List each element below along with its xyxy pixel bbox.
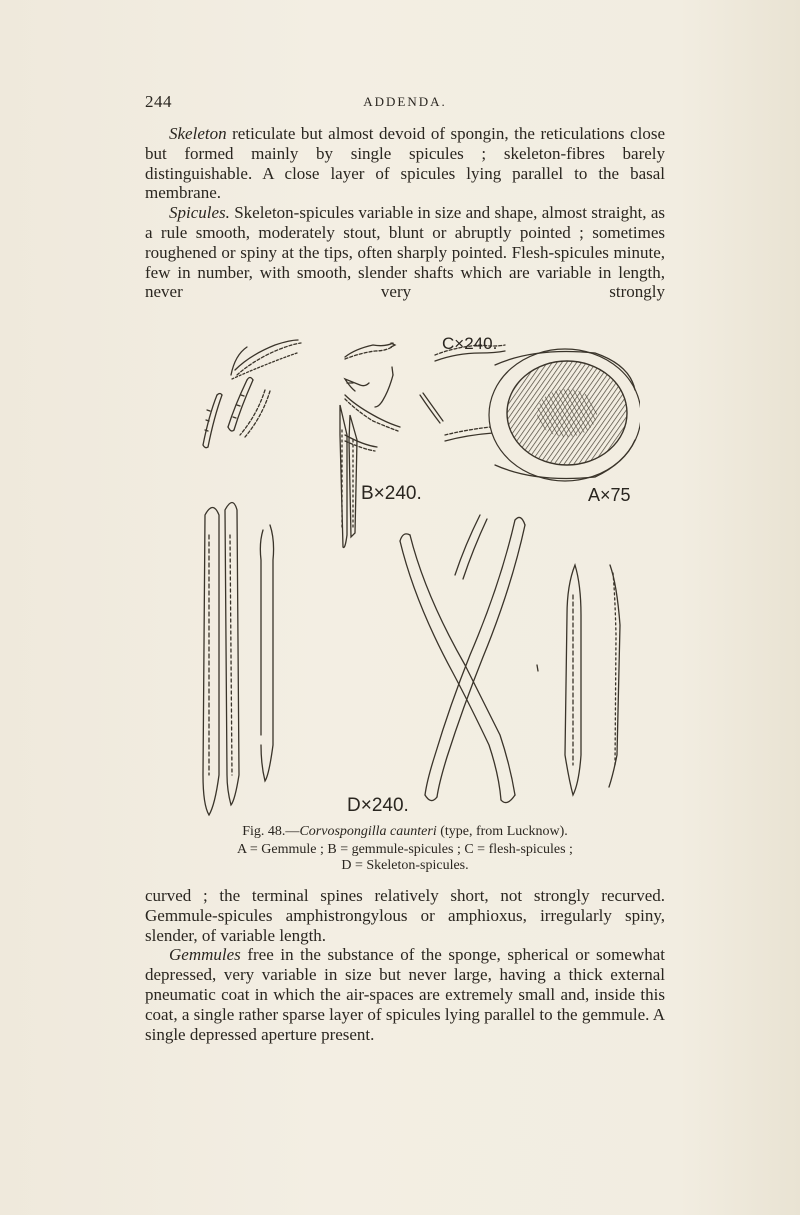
caption-taxon: Corvospongilla caunteri bbox=[299, 824, 437, 839]
label-c: C×240. bbox=[442, 334, 498, 353]
paragraph-skeleton bbox=[145, 124, 665, 203]
flesh-spicules-group bbox=[345, 343, 505, 451]
text-block-bottom bbox=[145, 886, 665, 1044]
paragraph-body: reticulate but almost devoid of spongin, the reticulations close but formed mainly by single spicules ; skeleton-fibres barely distinguishable. A close layer of spicules lying parallel to the basal membrane. bbox=[145, 124, 665, 203]
paragraph-lead: Spicules. bbox=[169, 203, 230, 223]
running-head: ADDENDA. bbox=[363, 94, 447, 109]
page-header bbox=[145, 92, 665, 116]
spicule-illustration bbox=[195, 335, 640, 818]
gemmule-spicules-group bbox=[203, 340, 357, 548]
figure-legend-line-1: A = Gemmule ; B = gemmule-spicules ; C = flesh-spicules ; bbox=[237, 842, 573, 857]
label-a: A×75 bbox=[588, 485, 631, 505]
paragraph-body: free in the substance of the sponge, spherical or somewhat depressed, very variable in size but never large, having a thick external pneumatic coat in which the air-spaces are extremely small and, inside this coat, a single rather sparse layer of spicules lying parallel to the gemmule. A single depressed aperture present. bbox=[145, 945, 665, 1044]
caption-suffix: (type, from Lucknow). bbox=[436, 824, 568, 839]
figure-legend-line-2: D = Skeleton-spicules. bbox=[341, 858, 469, 873]
label-b: B×240. bbox=[361, 483, 422, 504]
figure-48 bbox=[195, 335, 640, 818]
page-number: 244 bbox=[145, 92, 172, 111]
paragraph-continued: curved ; the terminal spines relatively short, not strongly recurved. Gemmule-spicules amphistrongylous or amphioxus, irregularly spiny, slender, of variable length. bbox=[145, 886, 665, 945]
paragraph-lead: Skeleton bbox=[169, 124, 227, 143]
paragraph-lead: Gemmules bbox=[169, 945, 241, 965]
paragraph-spicules bbox=[145, 203, 665, 302]
paragraph-body: Skeleton-spicules variable in size and shape, almost straight, as a rule smooth, moderately stout, blunt or abruptly pointed ; sometimes roughened or spiny at the tips, often sharply pointed. Flesh-spicules minute, few in number, with smooth, slender shafts which are variable in length, never very strongly bbox=[145, 203, 665, 302]
figure-caption bbox=[145, 823, 665, 840]
label-d: D×240. bbox=[347, 795, 409, 816]
gemmule-drawing bbox=[489, 349, 640, 481]
text-block-top bbox=[145, 124, 665, 302]
caption-prefix: Fig. 48.— bbox=[242, 824, 300, 839]
skeleton-spicules-group bbox=[203, 503, 620, 816]
paragraph-gemmules bbox=[145, 945, 665, 1044]
